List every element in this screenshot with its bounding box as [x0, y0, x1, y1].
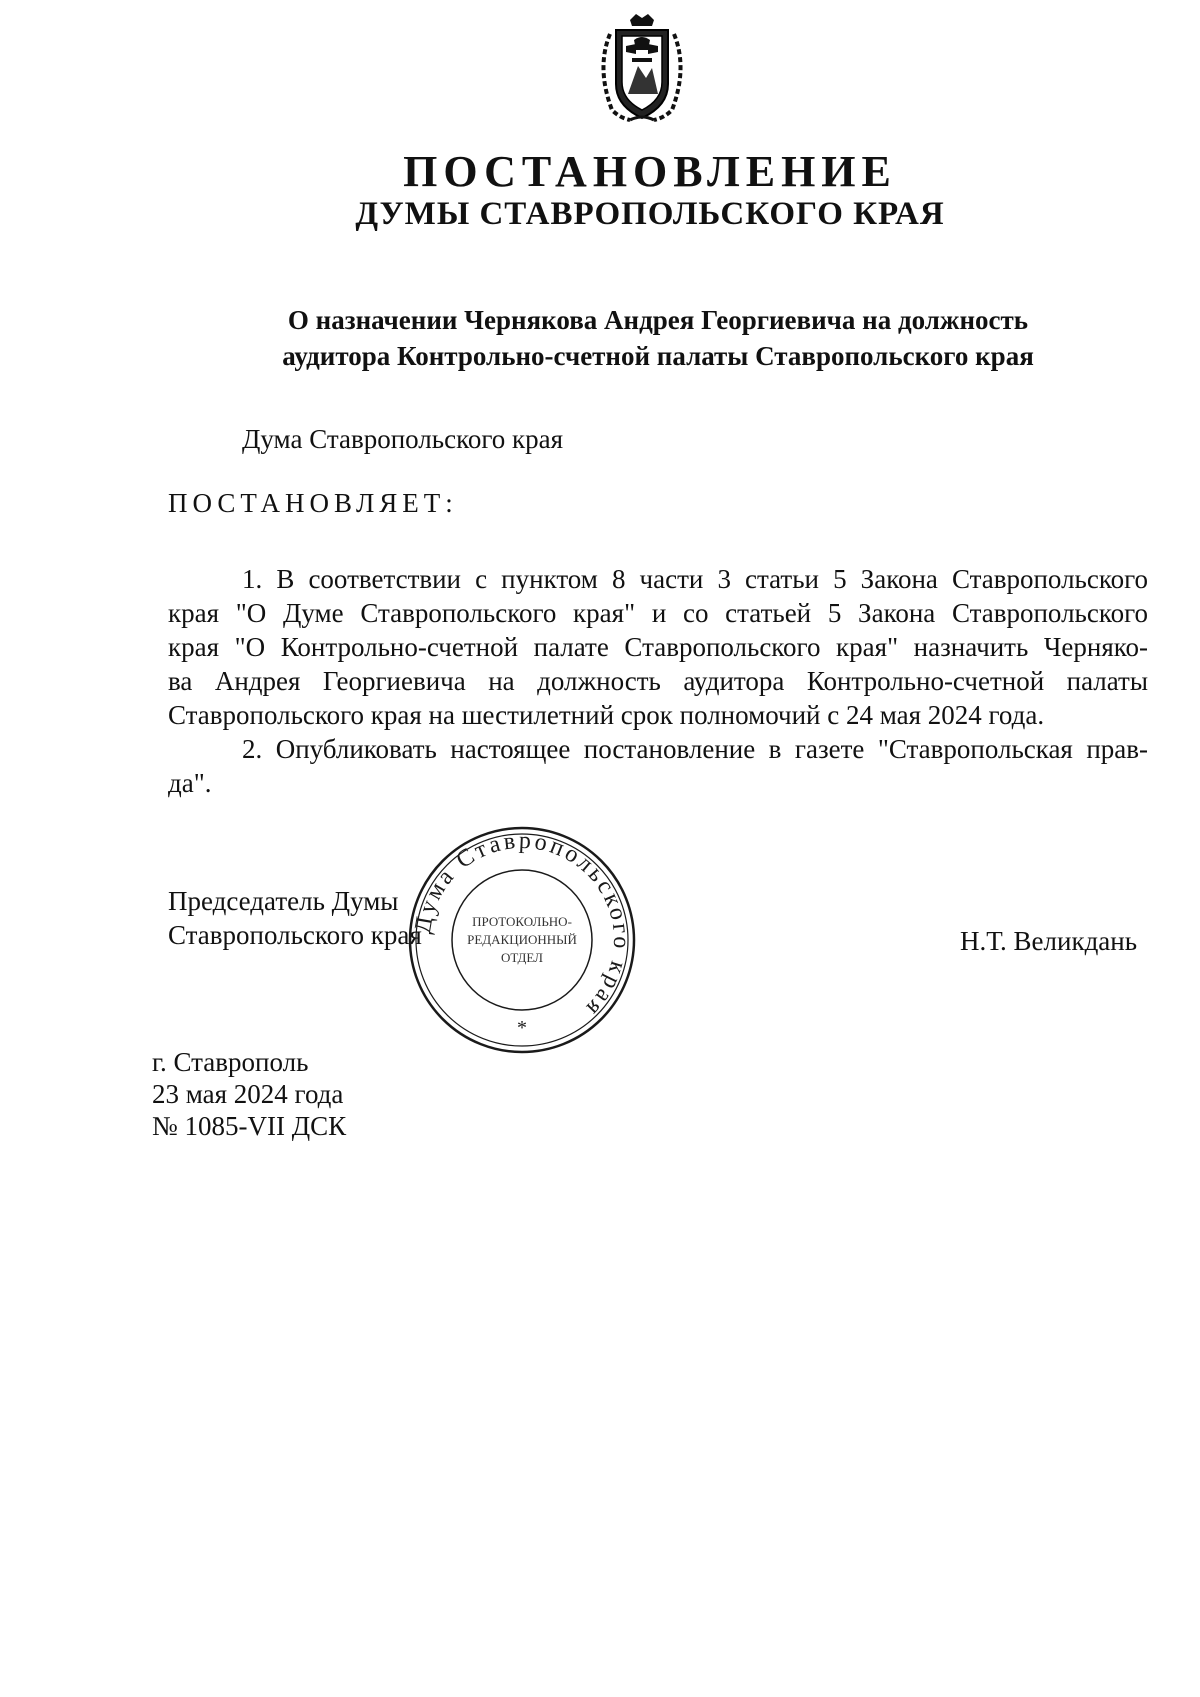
document-title: ПОСТАНОВЛЕНИЕ: [403, 147, 897, 196]
footer-number: № 1085-VII ДСК: [152, 1111, 347, 1141]
stamp-inner-text: РЕДАКЦИОННЫЙ: [467, 932, 577, 947]
position-line: Ставропольского края: [168, 920, 422, 950]
document-subtitle: ДУМЫ СТАВРОПОЛЬСКОГО КРАЯ: [355, 196, 945, 232]
signatory-position: [168, 884, 422, 952]
document-subject: [0, 302, 1200, 374]
paragraph-line: Ставропольского края на шестилетний срок полномочий с 24 мая 2024 года.: [168, 700, 1045, 730]
stamp-ring-text: Дума Ставропольского края: [409, 827, 635, 1023]
stamp-inner-text: ПРОТОКОЛЬНО-: [472, 914, 572, 929]
coat-of-arms-icon: [590, 14, 694, 124]
footer-date: 23 мая 2024 года: [152, 1079, 344, 1109]
issuing-body: Дума Ставропольского края: [242, 424, 563, 454]
paragraph-line: 1. В соответствии с пунктом 8 части 3 статьи 5 Закона Ставропольского: [242, 564, 1148, 594]
stamp-inner-text: ОТДЕЛ: [501, 950, 543, 965]
stamp-star-icon: *: [517, 1017, 527, 1039]
paragraph-line: края "О Контрольно-счетной палате Ставропольского края" назначить Черняко-: [168, 632, 1148, 662]
document-footer: [152, 1046, 346, 1142]
position-line: Председатель Думы: [168, 886, 399, 916]
subject-line: О назначении Чернякова Андрея Георгиевича на должность: [287, 305, 1029, 335]
paragraph-1: [168, 562, 1148, 732]
paragraph-2: [168, 732, 1148, 800]
resolves-heading: ПОСТАНОВЛЯЕТ:: [168, 488, 458, 518]
official-stamp: [402, 820, 642, 1060]
paragraph-line: ва Андрея Георгиевича на должность аудитора Контрольно-счетной палаты: [168, 666, 1148, 696]
paragraph-line: 2. Опубликовать настоящее постановление в газете "Ставропольская прав-: [242, 734, 1148, 764]
subject-line: аудитора Контрольно-счетной палаты Ставропольского края: [282, 341, 1034, 371]
paragraph-line: да".: [168, 768, 212, 798]
footer-city: г. Ставрополь: [152, 1047, 309, 1077]
signatory-name: Н.Т. Великдань: [960, 926, 1138, 956]
paragraph-line: края "О Думе Ставропольского края" и со статьей 5 Закона Ставропольского: [168, 598, 1148, 628]
